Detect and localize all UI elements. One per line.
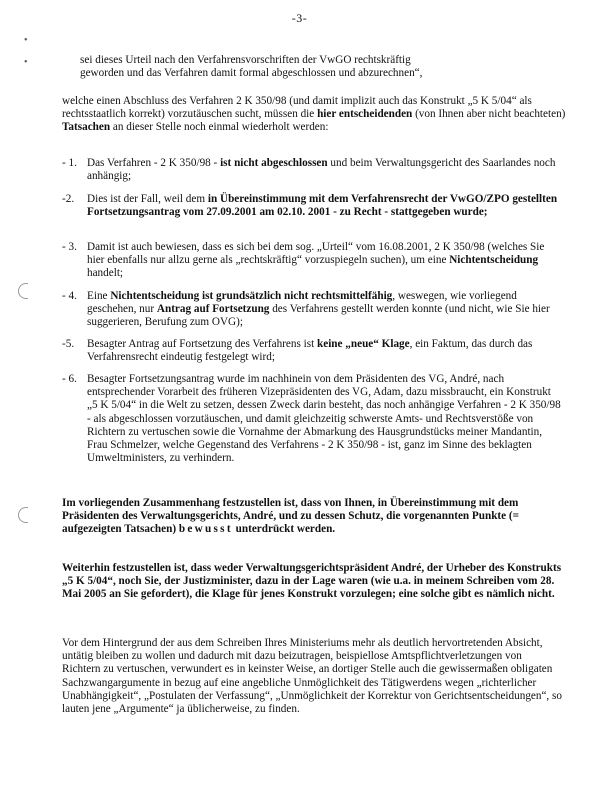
fact-emphasis: Antrag auf Fortsetzung	[156, 303, 270, 316]
punch-hole-mark	[18, 507, 28, 523]
fact-item	[62, 373, 562, 465]
lead-text: welche einen Abschluss des Verfahren 2 K 350/98 (und damit implizit auch das Konstrukt „5 K 5/04“ als rechtsstaatlich korrekt) vorzutäuschen sucht, müssen die	[62, 95, 532, 121]
fact-number: - 1.	[62, 157, 77, 169]
fact-item	[62, 193, 562, 219]
fact-text	[87, 290, 562, 330]
lead-text: an dieser Stelle noch einmal wiederholt werden:	[110, 121, 329, 134]
finding-spaced-word: bewusst	[178, 523, 233, 536]
fact-emphasis: Nichtentscheidung	[449, 254, 539, 267]
finding-paragraph-2: Weiterhin festzustellen ist, dass weder Verwaltungsgerichtspräsident André, der Urheber des Konstrukts „5 K 5/04“, noch Sie, der Justizminister, dazu in der Lage waren (wie u.a. in meinem Schreiben vom 28. Mai 2005 an Sie gefordert), die Klage für jenes Konstrukt vorzulegen; eine solche gibt es nämlich nicht.	[62, 562, 562, 601]
fact-item	[62, 338, 562, 364]
intro-quote	[80, 54, 555, 80]
fact-segment: Damit ist auch bewiesen, dass es sich bei dem sog. „Urteil“ vom 16.08.2001, 2 K 350/98 (welches Sie hier ebenfalls nur allzu gerne als „rechtskräftig“ vorzuspiegeln suchen), um eine	[87, 241, 545, 267]
fact-segment: Besagter Fortsetzungsantrag wurde im nachhinein von dem Präsidenten des VG, André, nach entsprechender Vorarbeit des früheren Vizepräsidenten des VG, Adam, dazu missbraucht, ein Konstrukt „5 K 5/04“ in die Welt zu setzen, dessen Zweck darin besteht, das noch anhängige Verfahren - 2 K 350/98 - als abgeschlossen vorzutäuschen, und damit gleichzeitig schwerste Amts- und Rechtsverstöße von Richtern zu vertuschen sowie die Vornahme der Abmarkung des Hausgrundstücks meiner Mandantin, Frau Schmelzer, welche Gegenstand des Verfahrens - 2 K 350/98 - ist, ganz im Sinne des beklagten Umweltministers, zu verhindern.	[87, 373, 561, 465]
fact-segment: des Verfahrens gestellt werden konnte (und nicht, wie Sie hier suggerieren, Berufung zum OVG);	[87, 303, 550, 329]
fact-number: - 4.	[62, 290, 77, 302]
fact-number: - 6.	[62, 373, 77, 385]
fact-item	[62, 157, 562, 183]
lead-emphasis: Tatsachen	[62, 121, 111, 134]
fact-number: -2.	[62, 193, 75, 205]
page-number: -3-	[291, 11, 308, 25]
fact-segment: , ein Faktum, das durch das Verfahrensrecht eindeutig festgelegt wird;	[87, 338, 533, 364]
fact-number: -5.	[62, 338, 75, 350]
scan-speck: •	[24, 57, 28, 68]
fact-segment: , weswegen, wie vorliegend geschehen, nur	[87, 290, 517, 316]
fact-text	[87, 193, 562, 219]
fact-segment: und beim Verwaltungsgericht des Saarlandes noch anhängig;	[87, 157, 556, 183]
fact-text	[87, 241, 562, 281]
lead-text: (von Ihnen aber nicht beachteten)	[412, 108, 566, 121]
fact-emphasis: keine „neue“ Klage	[317, 338, 410, 350]
finding-text: unterdrückt werden.	[232, 523, 336, 536]
fact-number: - 3.	[62, 241, 77, 253]
fact-segment: Dies ist der Fall, weil dem	[87, 193, 208, 205]
quote-line: geworden und das Verfahren damit formal abgeschlossen und abzurechnen“,	[80, 67, 423, 80]
fact-text	[87, 338, 562, 364]
fact-segment: Das Verfahren - 2 K 350/98 -	[87, 157, 221, 169]
fact-emphasis: in Übereinstimmung mit dem Verfahrensrecht der VwGO/ZPO gestellten Fortsetzungsantrag vom 27.09.2001 am 02.10. 2001 - zu Recht - stattgegeben wurde;	[87, 193, 558, 219]
fact-emphasis: ist nicht abgeschlossen	[220, 157, 328, 169]
fact-text	[87, 157, 562, 183]
lead-paragraph	[62, 95, 568, 135]
punch-hole-mark	[18, 283, 28, 299]
fact-item	[62, 290, 562, 330]
fact-item	[62, 241, 562, 281]
fact-emphasis: Nichtentscheidung ist grundsätzlich nicht rechtsmittelfähig	[110, 290, 393, 302]
quote-line: sei dieses Urteil nach den Verfahrensvorschriften der VwGO rechtskräftig	[80, 54, 411, 66]
scan-speck: •	[24, 35, 28, 46]
fact-text	[87, 373, 562, 465]
fact-segment: Besagter Antrag auf Fortsetzung des Verfahrens ist	[87, 338, 318, 350]
lead-emphasis: hier entscheidenden	[317, 108, 413, 121]
finding-text: Im vorliegenden Zusammenhang festzustellen ist, dass von Ihnen, in Übereinstimmung mit dem Präsidenten des Verwaltungsgerichts, André, und zu dessen Schutz, die vorgenannten Punkte (= aufgezeigten Tatsachen)	[62, 497, 520, 536]
finding-paragraph	[62, 497, 562, 537]
fact-segment: Eine	[87, 290, 111, 302]
closing-paragraph: Vor dem Hintergrund der aus dem Schreiben Ihres Ministeriums mehr als deutlich hervortretenden Absicht, untätig bleiben zu wollen und dadurch mit dazu beizutragen, beispiellose Amtspflichtverletzungen von Richtern zu vertuschen, verwundert es in keinster Weise, an dortiger Stelle auch die gewissermaßen obligaten Sachzwangargumente in bezug auf eine angebliche Unmöglichkeit des Tätigwerdens wegen „richterlicher Unabhängigkeit“, „Postulaten der Verfassung“, „Unmöglichkeit der Korrektur von Gerichtsentscheidungen“, so lauten jene „Argumente“ ja üblicherweise, zu finden.	[62, 637, 562, 716]
fact-segment: handelt;	[87, 267, 124, 280]
